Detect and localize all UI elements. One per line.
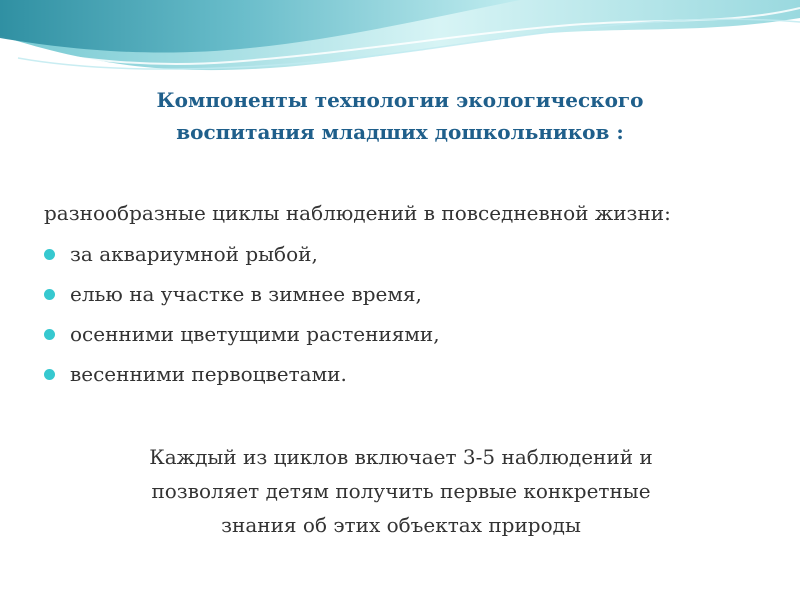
list-item-text: весенними первоцветами. [70,362,347,386]
list-item [44,238,754,278]
closing-line-1: Каждый из циклов включает 3-5 наблюдений и [149,445,653,469]
closing-line-2: позволяет детям получить первые конкретные [151,479,651,503]
title-line-1: Компоненты технологии экологического [156,88,644,112]
teal-dot-icon [44,329,55,340]
intro-text: разнообразные циклы наблюдений в повседневной жизни: [44,201,671,225]
teal-dot-icon [44,369,55,380]
list-item [44,318,754,358]
header-wave-decoration [0,0,800,90]
list-item-text: осенними цветущими растениями, [70,322,440,346]
teal-dot-icon [44,289,55,300]
observation-list [44,238,754,398]
list-item [44,278,754,318]
teal-dot-icon [44,249,55,260]
slide-title [60,84,740,148]
slide-body [44,198,754,398]
closing-line-3: знания об этих объектах природы [221,513,581,537]
list-item-text: за аквариумной рыбой, [70,242,318,266]
title-line-2: воспитания младших дошкольников : [176,120,624,144]
list-item-text: елью на участке в зимнее время, [70,282,422,306]
list-item [44,358,754,398]
closing-paragraph [56,440,746,542]
